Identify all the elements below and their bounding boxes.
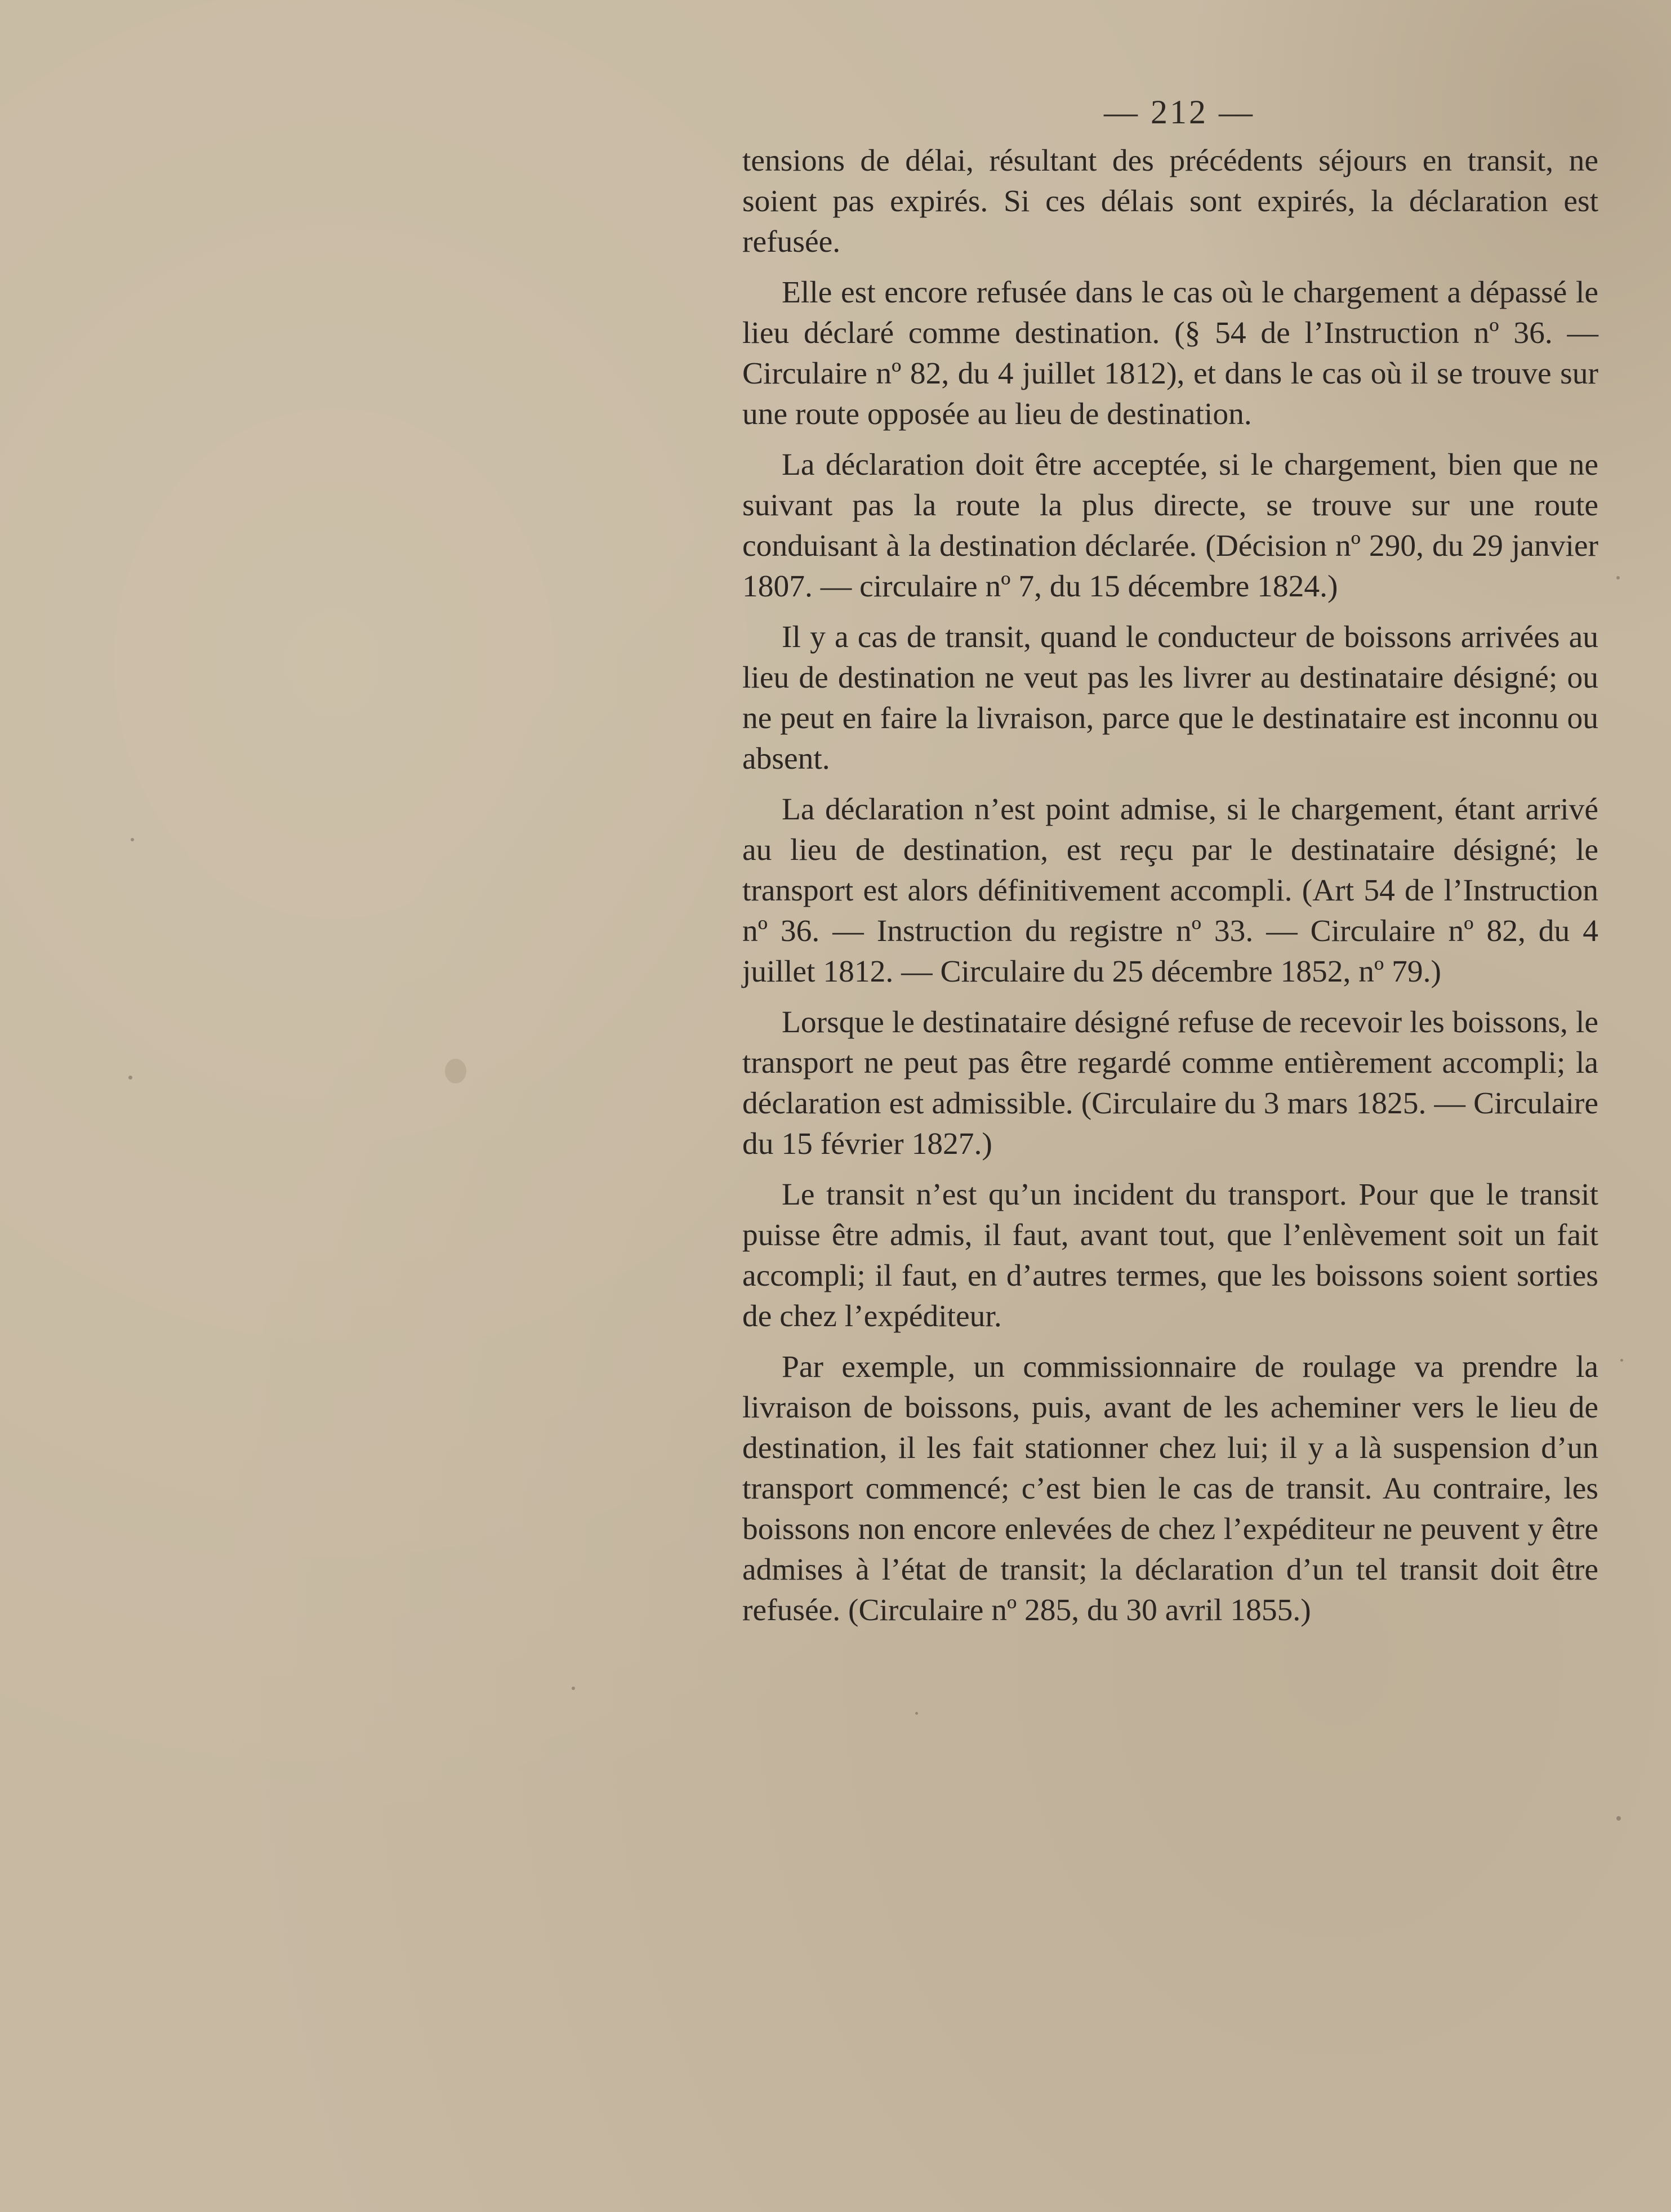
- paragraph-3: La déclaration doit être acceptée, si le chargement, bien que ne suivant pas la route la plus directe, se trouve sur une route conduisant à la destination déclarée. (Décision nº 290, du 29 janvier 1807. — circulaire nº 7, du 15 décembre 1824.): [742, 448, 1598, 604]
- paper-speck: [128, 1076, 132, 1080]
- paragraph-2: Elle est encore refusée dans le cas où le chargement a dépassé le lieu déclaré comme destination. (§ 54 de l’Instruction nº 36. — Circulaire nº 82, du 4 juillet 1812), et dans le cas où il se trouve sur une route opposée au lieu de destination.: [742, 275, 1598, 431]
- paragraph-7: Le transit n’est qu’un incident du transport. Pour que le transit puisse être admis, il faut, avant tout, que l’enlèvement soit un fait accompli; il faut, en d’autres termes, que les boissons soient sorties de chez l’expéditeur.: [742, 1178, 1598, 1334]
- paper-speck: [1616, 1816, 1621, 1821]
- page-number: — 212 —: [1104, 93, 1255, 131]
- paragraph-4: Il y a cas de transit, quand le conducteur de boissons arrivées au lieu de destination ne veut pas les livrer au destinataire désigné; ou ne peut en faire la livraison, parce que le destinataire est inconnu ou absent.: [742, 620, 1598, 776]
- paper-speck: [572, 1687, 575, 1690]
- paper-speck: [1616, 576, 1620, 579]
- paragraph-1: tensions de délai, résultant des précédents séjours en transit, ne soient pas expirés. Si ces délais sont expirés, la déclaration est refusée.: [742, 144, 1598, 259]
- body-text: [742, 141, 1598, 1641]
- paper-speck: [1620, 1359, 1623, 1362]
- paragraph-6: Lorsque le destinataire désigné refuse de recevoir les boissons, le transport ne peut pas être regardé comme entièrement accompli; la déclaration est admissible. (Circulaire du 3 mars 1825. — Circulaire du 15 février 1827.): [742, 1005, 1598, 1161]
- paragraph-8: Par exemple, un commissionnaire de roulage va prendre la livraison de boissons, puis, avant de les acheminer vers le lieu de destination, il les fait stationner chez lui; il y a là suspension d’un transport commencé; c’est bien le cas de transit. Au contraire, les boissons non encore enlevées de chez l’expéditeur ne peuvent y être admises à l’état de transit; la déclaration d’un tel transit doit être refusée. (Circulaire nº 285, du 30 avril 1855.): [742, 1350, 1598, 1627]
- paper-speck: [915, 1712, 918, 1715]
- paper-speck: [445, 1059, 466, 1083]
- paragraph-5: La déclaration n’est point admise, si le chargement, étant arrivé au lieu de destination, est reçu par le destinataire désigné; le transport est alors définitivement accompli. (Art 54 de l’Instruction nº 36. — Instruction du registre nº 33. — Circulaire nº 82, du 4 juillet 1812. — Circulaire du 25 décembre 1852, nº 79.): [742, 792, 1598, 989]
- paper-speck: [131, 838, 134, 841]
